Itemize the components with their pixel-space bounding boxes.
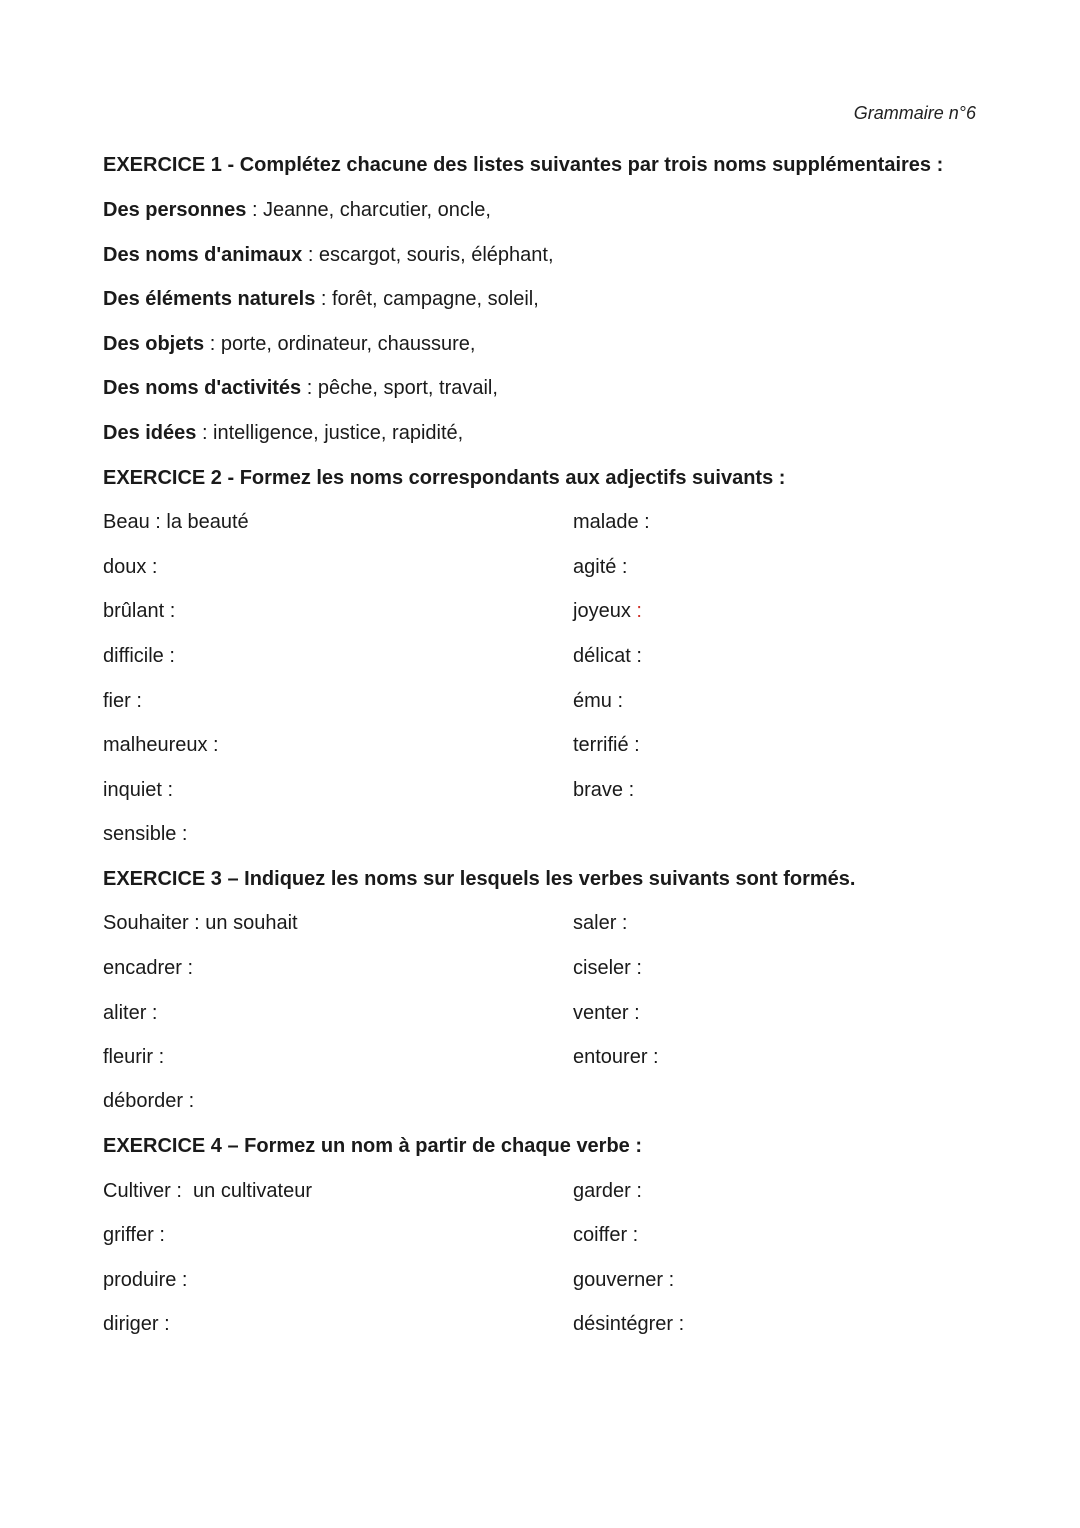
exercise-2-title: EXERCICE 2 - Formez les noms correspondants aux adjectifs suivants : [103,467,786,489]
exercise-1-item [103,242,554,268]
exercise-2-left-item: difficile : [103,645,175,667]
exercise-1-item [103,375,498,401]
item-label: Des idées [103,422,197,444]
exercise-2-right-item: malade : [573,511,650,533]
exercise-2-left-item: Beau : la beauté [103,511,249,533]
exercise-2-left-item: inquiet : [103,779,174,801]
item-text: : intelligence, justice, rapidité, [196,422,464,444]
exercise-3-right-item: ciseler : [573,957,642,979]
exercise-4-right-item: gouverner : [573,1269,675,1291]
exercise-4-left-item: Cultiver : un cultivateur [103,1180,312,1202]
exercise-1-item [103,197,491,223]
item-text: : porte, ordinateur, chaussure, [204,333,476,355]
exercise-3-left-item: déborder : [103,1090,195,1112]
exercise-2-right-item: ému : [573,690,624,712]
item-text: : escargot, souris, éléphant, [302,244,554,266]
item-label: Des noms d'activités [103,377,302,399]
exercise-4-left-item: griffer : [103,1224,165,1246]
page-header: Grammaire n°6 [853,103,976,123]
exercise-3-left-item: aliter : [103,1002,158,1024]
exercise-2-left-item: sensible : [103,823,188,845]
exercise-1-item [103,420,463,446]
joyeux-colon: : [630,600,642,622]
joyeux-word: joyeux [573,600,631,622]
exercise-2-left-item: fier : [103,690,142,712]
exercise-4-right-item: désintégrer : [573,1313,685,1335]
exercise-3-left-item: encadrer : [103,957,194,979]
exercise-4-right-item: coiffer : [573,1224,639,1246]
exercise-2-right-item: délicat : [573,645,642,667]
exercise-2-right-item: terrifié : [573,734,640,756]
exercise-4-right-item: garder : [573,1180,642,1202]
item-label: Des noms d'animaux [103,244,303,266]
exercise-3-right-item: venter : [573,1002,640,1024]
exercise-3-right-item: saler : [573,912,628,934]
item-label: Des personnes [103,199,247,221]
exercise-1-item [103,331,475,357]
item-label: Des éléments naturels [103,288,316,310]
item-text: : forêt, campagne, soleil, [315,288,539,310]
exercise-2-right-item: agité : [573,556,628,578]
exercise-4-left-item: produire : [103,1269,188,1291]
exercise-1-title: EXERCICE 1 - Complétez chacune des listes suivantes par trois noms supplémentaires : [103,154,944,176]
exercise-2-left-item: doux : [103,556,158,578]
exercise-3-title: EXERCICE 3 – Indiquez les noms sur lesquels les verbes suivants sont formés. [103,868,856,890]
exercise-2-left-item: brûlant : [103,600,176,622]
item-text: : Jeanne, charcutier, oncle, [246,199,491,221]
exercise-2-right-item: brave : [573,779,635,801]
item-label: Des objets [103,333,205,355]
exercise-4-title: EXERCICE 4 – Formez un nom à partir de chaque verbe : [103,1135,643,1157]
exercise-3-left-item: fleurir : [103,1046,165,1068]
exercise-4-left-item: diriger : [103,1313,170,1335]
exercise-3-left-item: Souhaiter : un souhait [103,912,298,934]
item-text: : pêche, sport, travail, [301,377,498,399]
exercise-1-item [103,286,539,312]
exercise-3-right-item: entourer : [573,1046,659,1068]
exercise-2-left-item: malheureux : [103,734,219,756]
exercise-2-right-item [573,598,642,624]
